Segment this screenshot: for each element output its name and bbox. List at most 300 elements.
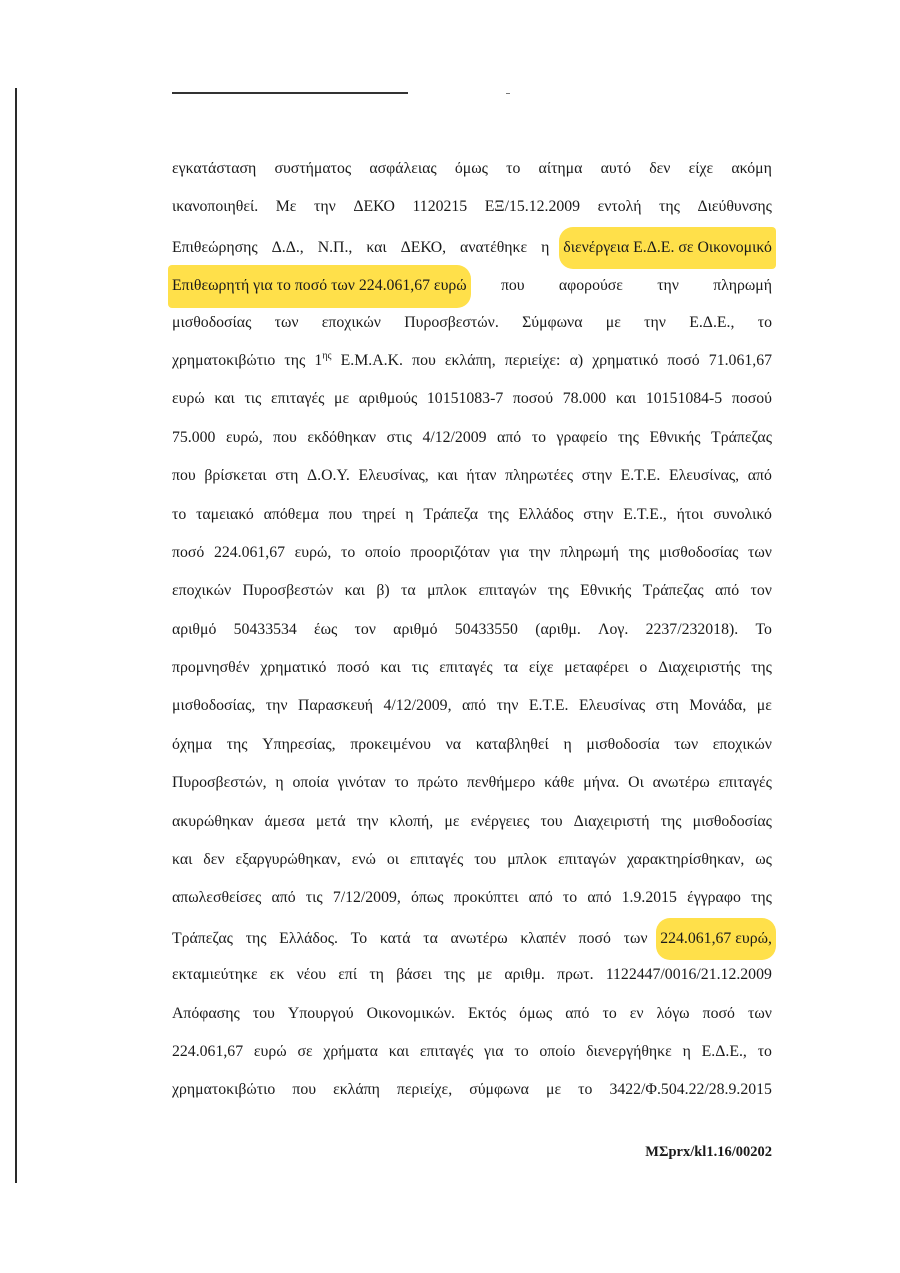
word: Πυροσβεστών <box>242 582 334 600</box>
word: πληρωμή <box>713 277 772 295</box>
text-line <box>172 342 772 380</box>
word: περιείχε, <box>396 1081 453 1099</box>
word: 1.9.2015 <box>621 889 677 907</box>
word: και <box>172 851 193 869</box>
word: Απόφασης <box>172 1004 240 1022</box>
scan-speck <box>506 93 510 94</box>
word: της <box>751 889 772 907</box>
word: στις <box>386 428 412 446</box>
word: εποχικών <box>321 313 381 331</box>
word: όμως <box>454 160 488 177</box>
word: 1120215 <box>412 198 468 216</box>
word: επιταγών <box>558 851 617 869</box>
word: 10151084-5 <box>645 390 723 408</box>
word: 10151083-7 <box>426 390 504 408</box>
word: α) <box>569 351 584 369</box>
word: τα <box>503 659 519 677</box>
word: αριθμ. <box>504 966 545 984</box>
word: το <box>578 1081 593 1099</box>
word: Υπουργού <box>287 1004 354 1022</box>
word: το <box>506 160 521 177</box>
word: τον <box>354 620 376 638</box>
word: καταβληθεί <box>475 735 549 753</box>
word: έγγραφο <box>687 889 741 907</box>
word: γινόταν <box>337 774 386 792</box>
word: β) <box>376 582 390 600</box>
word: στη <box>275 467 299 485</box>
word: αίτημα <box>538 160 583 177</box>
word: και <box>214 390 235 408</box>
word: ευρώ <box>172 390 205 408</box>
word: Ελλάδος. <box>279 929 338 947</box>
word: πρώτο <box>417 774 459 792</box>
word: ΕΞ/15.12.2009 <box>484 198 581 216</box>
word: ΔΕΚΟ <box>353 198 395 216</box>
word: του <box>252 1004 275 1022</box>
word: χαρακτηρίσθηκαν, <box>627 851 745 869</box>
text-line <box>172 534 772 572</box>
word: όμως <box>519 1004 553 1022</box>
word: το <box>341 543 356 561</box>
word: 224.061,67 <box>213 543 286 561</box>
text-line <box>172 227 772 265</box>
word: 1122447/0016/21.12.2009 <box>605 966 772 984</box>
word: πρωτ. <box>556 966 594 984</box>
word: και <box>437 467 458 485</box>
word: το <box>757 1042 772 1060</box>
word: της <box>618 428 639 446</box>
word: την <box>528 543 551 561</box>
word: κλοπή, <box>389 812 434 830</box>
word: τηρεί <box>362 505 396 523</box>
word: απόθεμα <box>263 505 319 523</box>
word: όχημα <box>172 735 212 753</box>
word: μισθοδοσία <box>586 735 660 753</box>
word: είχε <box>688 160 714 177</box>
word: της <box>547 582 569 600</box>
word: τις <box>411 659 429 677</box>
word: από <box>271 889 296 907</box>
word: ενέργειες <box>470 812 530 830</box>
text-line <box>172 265 772 303</box>
word: διενεργήθηκε <box>586 1042 672 1060</box>
word: εκλάπη <box>333 1081 380 1099</box>
word: ήτοι <box>676 505 704 523</box>
word: ταμειακό <box>196 505 254 523</box>
word: την <box>314 198 336 216</box>
word: συστήματος <box>274 160 352 177</box>
word: ΔΕΚΟ, <box>400 238 447 256</box>
word: Παρασκευή <box>298 697 374 715</box>
text-line <box>172 496 772 534</box>
word: Εθνικής <box>580 582 632 600</box>
word: η <box>275 774 284 792</box>
word: ανωτέρω <box>652 774 710 792</box>
word: για <box>499 543 520 561</box>
word: δεν <box>649 160 671 177</box>
word: Υπηρεσίας, <box>262 735 336 753</box>
word: 75.000 <box>172 428 216 446</box>
word: Ελλάδος <box>518 505 574 523</box>
word: Ε.Δ.Ε., <box>701 1042 747 1060</box>
word: επί <box>338 966 358 984</box>
word: Ε.Μ.Α.Κ. <box>340 351 403 369</box>
word: Ελευσίνας, <box>668 467 740 485</box>
word: αριθμούς <box>358 390 418 408</box>
word: πληρωτέες <box>505 467 574 485</box>
word: εν <box>629 1004 644 1022</box>
word: εκταμιεύτηκε <box>172 966 258 984</box>
word: της <box>245 929 267 947</box>
top-rule <box>172 92 408 94</box>
word: Σύμφωνα <box>522 313 583 331</box>
word: Ε.Τ.Ε. <box>528 697 569 715</box>
word: μισθοδοσίας <box>659 543 739 561</box>
word: η <box>405 505 414 523</box>
word: την <box>657 277 679 295</box>
word: 4/12/2009, <box>383 697 452 715</box>
word: την <box>356 812 379 830</box>
word: και <box>388 1042 410 1060</box>
word: Το <box>350 929 368 947</box>
word: του <box>474 851 497 869</box>
ordinal-number: 1 <box>314 351 323 369</box>
word: 4/12/2009 <box>422 428 487 446</box>
text-line <box>172 150 772 188</box>
word: και <box>615 390 637 408</box>
word: το <box>394 774 409 792</box>
word: ακυρώθηκαν <box>172 812 254 830</box>
word: η <box>541 238 550 256</box>
word: κλαπέν <box>520 929 566 947</box>
word: στη <box>655 697 679 715</box>
word: Εθνικής <box>649 428 701 446</box>
text-line <box>172 956 772 994</box>
word: της <box>751 659 772 677</box>
word: των <box>674 735 699 753</box>
word: Ε.Τ.Ε., <box>623 505 667 523</box>
word: (αριθμ. <box>535 620 581 638</box>
word: στην <box>581 467 612 485</box>
word: οι <box>386 851 399 869</box>
word: Πυροσβεστών. <box>404 313 499 331</box>
word: των <box>274 313 299 331</box>
word: Οι <box>628 774 644 792</box>
word: που <box>292 1081 317 1099</box>
highlighted-phrase: διενέργεια Ε.Δ.Ε. σε Οικονομικό <box>559 227 776 269</box>
word: 71.061,67 <box>708 351 772 369</box>
word: της <box>284 351 306 369</box>
word: ποσού <box>512 390 554 408</box>
word: εκδόθηκαν <box>307 428 377 446</box>
word: τη <box>369 966 384 984</box>
word: τον <box>750 582 772 600</box>
word: με <box>546 1081 562 1099</box>
word: του <box>540 812 563 830</box>
word: από <box>565 1004 590 1022</box>
word: οποίο <box>364 543 401 561</box>
word: που <box>273 428 297 446</box>
text-line <box>172 1033 772 1071</box>
word: ως <box>755 851 772 869</box>
word: το <box>514 1042 529 1060</box>
word: γραφείο <box>556 428 608 446</box>
word: ποσό <box>578 929 611 947</box>
word: οποία <box>292 774 329 792</box>
document-body <box>172 150 772 1110</box>
text-line <box>172 726 772 764</box>
word: προκύπτει <box>453 889 519 907</box>
word: ποσό <box>337 659 370 677</box>
word: πληρωμή <box>560 543 619 561</box>
word: ο <box>639 659 648 677</box>
word: άμεσα <box>264 812 305 830</box>
word: Το <box>755 620 772 638</box>
text-line <box>172 457 772 495</box>
word: ανωτέρω <box>450 929 508 947</box>
word: προμνησθέν <box>172 659 250 677</box>
word: Ε.Δ.Ε., <box>689 313 735 331</box>
word: Μονάδα, <box>689 697 747 715</box>
text-line <box>172 764 772 802</box>
word: το <box>602 1004 617 1022</box>
word: που <box>500 277 525 295</box>
word: εντολή <box>597 198 642 216</box>
text-line <box>172 841 772 879</box>
highlighted-phrase: 224.061,67 ευρώ, <box>656 918 776 960</box>
word: την <box>265 697 288 715</box>
word: η <box>563 735 572 753</box>
word: δεν <box>203 851 225 869</box>
ordinal-superscript <box>314 342 331 380</box>
word: τις <box>244 390 262 408</box>
word: σύμφωνα <box>469 1081 529 1099</box>
word: εποχικών <box>172 582 232 600</box>
word: ποσό <box>702 1004 735 1022</box>
word: 2237/232018). <box>645 620 739 638</box>
word: μισθοδοσίας <box>692 812 772 830</box>
word: το <box>172 505 187 523</box>
word: χρηματικό <box>592 351 659 369</box>
word: χρηματοκιβώτιο <box>172 351 276 369</box>
word: ευρώ, <box>294 543 332 561</box>
word: εποχικών <box>712 735 772 753</box>
word: επιταγές <box>419 1042 474 1060</box>
word: μπλοκ <box>507 851 548 869</box>
word: των <box>748 1004 772 1022</box>
word: της <box>659 198 680 216</box>
word: Τράπεζα <box>423 505 479 523</box>
text-line <box>172 304 772 342</box>
word: επιταγές <box>718 774 772 792</box>
word: της <box>628 543 650 561</box>
word: τα <box>401 582 416 600</box>
word: κάθε <box>544 774 575 792</box>
word: Ελευσίνας <box>578 697 646 715</box>
word: τα <box>423 929 438 947</box>
word: μετά <box>315 812 346 830</box>
word: Ν.Π., <box>317 238 353 256</box>
word: 78.000 <box>562 390 607 408</box>
word: εγκατάσταση <box>172 160 257 177</box>
text-line <box>172 611 772 649</box>
text-line <box>172 803 772 841</box>
word: έως <box>314 620 338 638</box>
text-line <box>172 572 772 610</box>
word: επιταγές <box>409 851 464 869</box>
word: 7/12/2009, <box>332 889 401 907</box>
word: Δ.Δ., <box>271 238 304 256</box>
word: επιταγών <box>478 582 537 600</box>
word: της <box>660 812 682 830</box>
word: αριθμό <box>393 620 438 638</box>
word: ανατέθηκε <box>460 238 528 256</box>
word: μισθοδοσίας, <box>172 697 256 715</box>
word: στην <box>583 505 614 523</box>
word: 3422/Φ.504.22/28.9.2015 <box>609 1081 772 1099</box>
left-margin-line <box>15 88 17 1183</box>
word: των <box>748 543 772 561</box>
word: με <box>756 697 772 715</box>
word: το <box>531 428 546 446</box>
word: της <box>226 735 248 753</box>
word: με <box>477 966 493 984</box>
word: Επιθεώρησης <box>172 238 258 256</box>
word: εκλάπη, <box>444 351 496 369</box>
word: της <box>487 505 509 523</box>
word: από <box>462 697 487 715</box>
word: βρίσκεται <box>204 467 267 485</box>
word: χρηματοκιβώτιο <box>172 1081 276 1099</box>
word: είχε <box>528 659 554 677</box>
word: ευρώ, <box>225 428 263 446</box>
text-line <box>172 649 772 687</box>
word: από <box>528 889 553 907</box>
word: μήνα. <box>583 774 620 792</box>
text-line <box>172 188 772 226</box>
word: ακόμη <box>731 160 772 177</box>
word: σε <box>297 1042 313 1060</box>
word: αφορούσε <box>558 277 623 295</box>
text-line <box>172 380 772 418</box>
word: τις <box>305 889 323 907</box>
word: Πυροσβεστών, <box>172 774 267 792</box>
word: Τράπεζας <box>711 428 772 446</box>
word: που <box>172 467 196 485</box>
text-line <box>172 1071 772 1109</box>
word: της <box>444 966 465 984</box>
word: και <box>380 659 401 677</box>
ordinal-suffix: ης <box>322 350 332 362</box>
word: εξαργυρώθηκαν, <box>235 851 341 869</box>
word: όπως <box>411 889 444 907</box>
word: πενθήμερο <box>466 774 536 792</box>
word: με <box>605 313 621 331</box>
word: χρηματικό <box>260 659 327 677</box>
word: οποίο <box>539 1042 576 1060</box>
word: επιταγές <box>270 390 325 408</box>
word: Δ.Ο.Υ. <box>307 467 350 485</box>
text-line <box>172 419 772 457</box>
word: την <box>496 697 519 715</box>
document-reference-code: ΜΣprx/kl1.16/00202 <box>645 1144 772 1160</box>
word: χρήματα <box>323 1042 378 1060</box>
word: προοριζόταν <box>410 543 490 561</box>
word: αριθμό <box>172 620 217 638</box>
word: αυτό <box>600 160 631 177</box>
text-line <box>172 995 772 1033</box>
word: Διαχειριστής <box>658 659 741 677</box>
word: Λογ. <box>598 620 629 638</box>
word: απωλεσθείσες <box>172 889 262 907</box>
word: προκειμένου <box>350 735 431 753</box>
word: μεταφέρει <box>564 659 629 677</box>
word: μισθοδοσίας <box>172 313 252 331</box>
word: Ε.Τ.Ε. <box>620 467 661 485</box>
word: ικανοποιηθεί. <box>172 198 259 216</box>
word: από <box>587 889 612 907</box>
text-line <box>172 879 772 917</box>
word: και <box>366 238 387 256</box>
word: Τράπεζας <box>172 929 233 947</box>
word: που <box>412 351 436 369</box>
word: η <box>682 1042 691 1060</box>
word: περιείχε: <box>504 351 561 369</box>
word: το <box>757 313 772 331</box>
word: 50433534 <box>233 620 297 638</box>
word: επιταγές <box>439 659 493 677</box>
word: Με <box>275 198 297 216</box>
word: και <box>344 582 365 600</box>
text-line <box>172 918 772 956</box>
word: να <box>445 735 462 753</box>
word: Τράπεζας <box>642 582 704 600</box>
highlighted-phrase: Επιθεωρητή για το ποσό των 224.061,67 ευρώ <box>168 265 471 307</box>
word: για <box>484 1042 504 1060</box>
word: 50433550 <box>454 620 518 638</box>
word: Εκτός <box>467 1004 507 1022</box>
word: Ελευσίνας, <box>358 467 429 485</box>
word: Οικονομικών. <box>366 1004 455 1022</box>
word: νέου <box>296 966 327 984</box>
text-line <box>172 687 772 725</box>
word: των <box>623 929 648 947</box>
word: μπλοκ <box>427 582 468 600</box>
word: Διεύθυνσης <box>697 198 772 216</box>
word: ενώ <box>351 851 376 869</box>
word: με <box>334 390 350 408</box>
word: ήταν <box>466 467 497 485</box>
word: κατά <box>379 929 411 947</box>
word: από <box>747 467 772 485</box>
word: εκ <box>269 966 285 984</box>
word: ασφάλειας <box>369 160 437 177</box>
word: από <box>497 428 522 446</box>
word: Διαχειριστή <box>573 812 650 830</box>
word: βάσει <box>396 966 432 984</box>
word: 224.061,67 <box>172 1042 244 1060</box>
word: ευρώ <box>253 1042 287 1060</box>
word: την <box>644 313 666 331</box>
word: με <box>444 812 460 830</box>
word: από <box>714 582 740 600</box>
word: συνολικό <box>713 505 772 523</box>
word: ποσού <box>731 390 772 408</box>
word: που <box>328 505 353 523</box>
word: λόγω <box>656 1004 690 1022</box>
word: το <box>562 889 578 907</box>
word: ποσό <box>667 351 700 369</box>
